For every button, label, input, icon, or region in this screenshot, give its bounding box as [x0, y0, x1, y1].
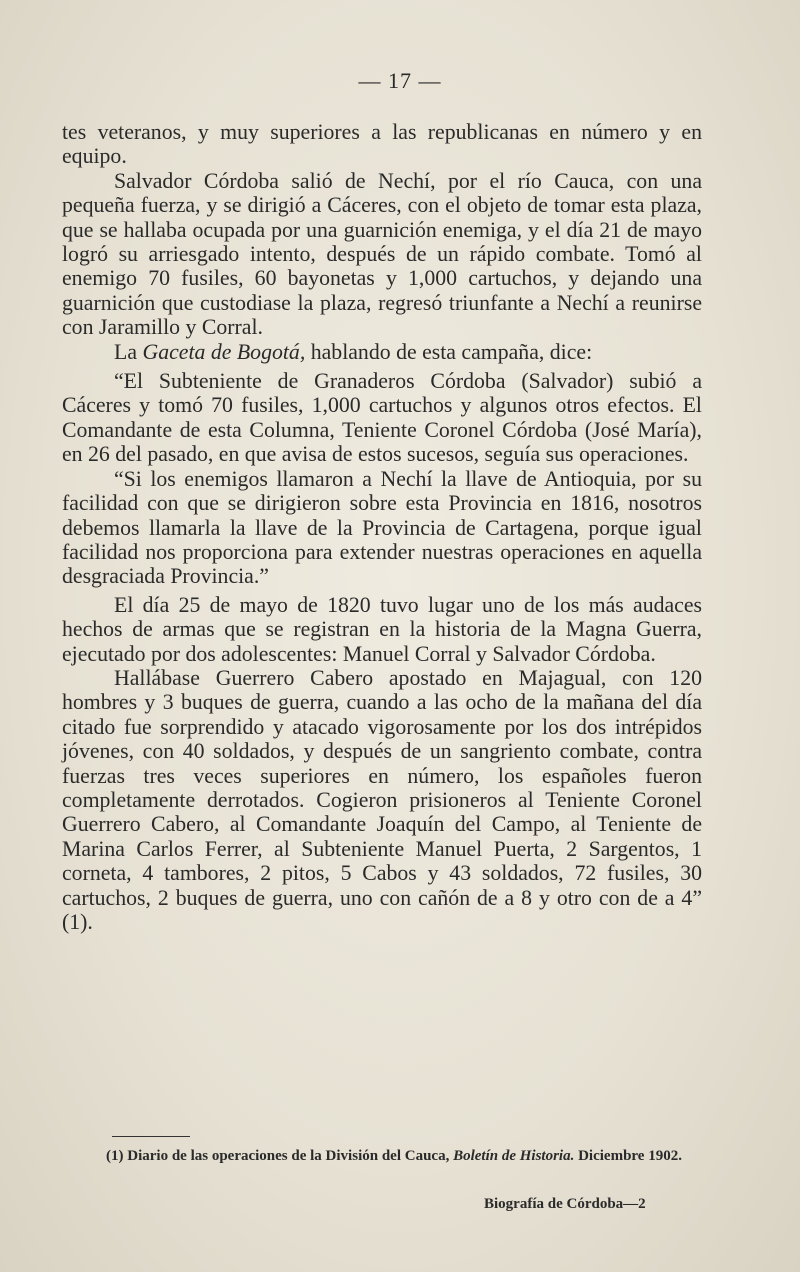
footer-signature: Biografía de Córdoba—2: [484, 1196, 646, 1212]
quote-paragraph-2: “Si los enemigos llamaron a Nechí la llave de Antioquia, por su facilidad con que se dirigieron sobre esta Provincia en 1816, nosotros debemos llamarla la llave de la Provincia de Cartagena, porque igual facilidad nos proporciona para extender nuestras operaciones en aquella desgraciada Provincia.”: [62, 466, 702, 589]
paragraph-majagual-battle: Hallábase Guerrero Cabero apostado en Majagual, con 120 hombres y 3 buques de guerra, cuando a las ocho de la mañana del día citado fue sorprendido y atacado vigorosamente por los dos intrépidos jóvenes, con 40 soldados, y después de un sangriento combate, contra fuerzas tres veces superiores en número, los españoles fueron completamente derrotados. Cogieron prisioneros al Teniente Coronel Guerrero Cabero, al Comandante Joaquín del Campo, al Teniente de Marina Carlos Ferrer, al Subteniente Manuel Puerta, 2 Sargentos, 1 corneta, 4 tambores, 2 pitos, 5 Cabos y 43 soldados, 72 fusiles, 30 cartuchos, 2 buques de guerra, uno con cañón de a 8 y otro con de a 4” (1).: [62, 665, 702, 934]
paragraph-continuation: tes veteranos, y muy superiores a las republicanas en número y en equipo.: [62, 120, 702, 169]
paragraph-gaceta-intro: [62, 340, 702, 364]
quote-paragraph-1: “El Subteniente de Granaderos Córdoba (Salvador) subió a Cáceres y tomó 70 fusiles, 1,000 cartuchos y algunos otros efectos. El Comandante de esta Columna, Teniente Coronel Córdoba (José María), en 26 del pasado, en que avisa de estos sucesos, seguía sus operaciones.: [62, 369, 702, 467]
footnote-source-title: Boletín de Historia.: [453, 1148, 575, 1164]
page-number: — 17 —: [358, 68, 442, 93]
footnote: [62, 1147, 712, 1166]
paragraph-caceres: Salvador Córdoba salió de Nechí, por el río Cauca, con una pequeña fuerza, y se dirigió a Cáceres, con el objeto de tomar esta plaza, que se hallaba ocupada por una guarnición enemiga, y el día 21 de mayo logró su arriesgado intento, después de un rápido combate. Tomó al enemigo 70 fusiles, 60 bayonetas y 1,000 cartuchos, y dejando una guarnición que custodiase la plaza, regresó triunfante a Nechí a reunirse con Jaramillo y Corral.: [62, 168, 702, 340]
gaceta-intro-pre: La: [114, 339, 143, 364]
footnote-pre: (1) Diario de las operaciones de la División del Cauca,: [106, 1148, 454, 1164]
footnote-post: Diciembre 1902.: [574, 1148, 682, 1164]
gaceta-intro-post: hablando de esta campaña, dice:: [305, 339, 593, 364]
gaceta-title: Gaceta de Bogotá,: [142, 339, 306, 364]
paragraph-majagual-intro: El día 25 de mayo de 1820 tuvo lugar uno de los más audaces hechos de armas que se registran en la historia de la Magna Guerra, ejecutado por dos adolescentes: Manuel Corral y Salvador Córdoba.: [62, 592, 702, 666]
footnote-divider: [112, 1136, 190, 1137]
body-text: [62, 120, 702, 934]
